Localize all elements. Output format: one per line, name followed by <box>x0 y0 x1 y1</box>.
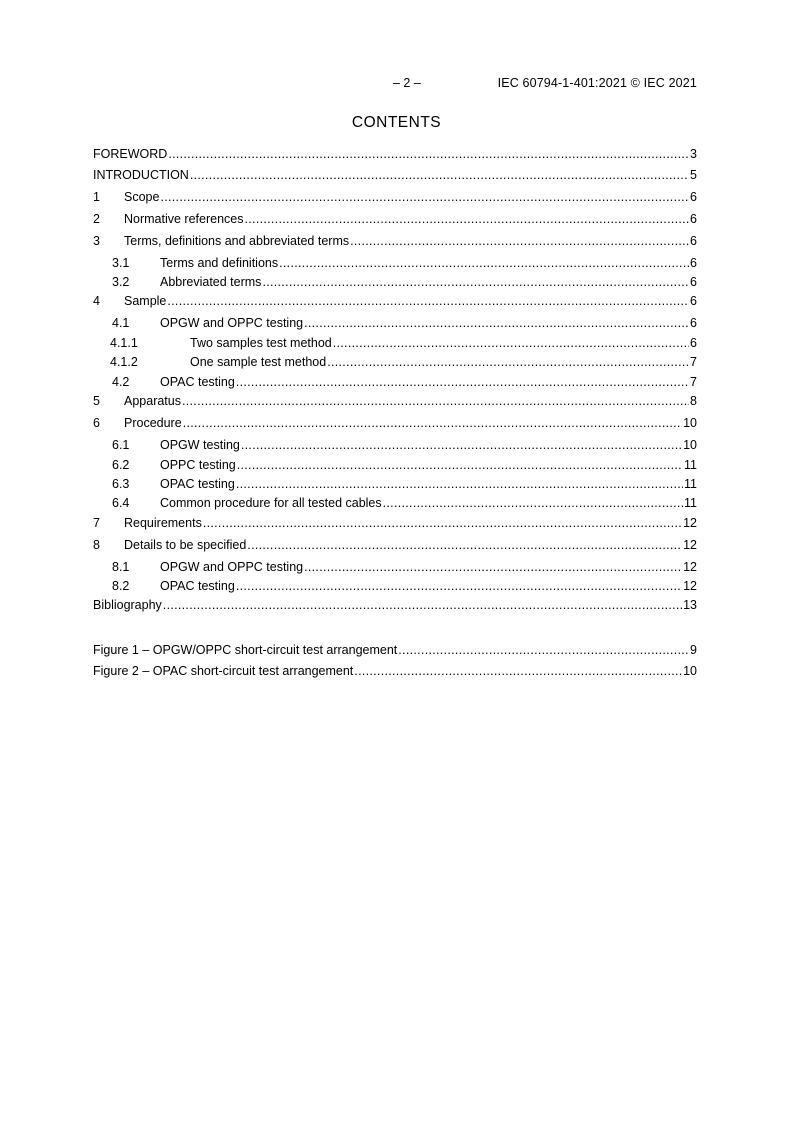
dot-leader <box>236 476 683 492</box>
toc-entry-number: 8.2 <box>112 579 130 593</box>
toc-entry-page: 6 <box>690 316 697 330</box>
toc-entry-page: 11 <box>684 458 697 472</box>
toc-entry-title: OPGW and OPPC testing <box>160 316 304 330</box>
toc-entry-normative-references[interactable] <box>93 211 697 227</box>
toc-entry-4-2[interactable] <box>112 374 697 390</box>
toc-entry-title: Sample <box>124 294 167 308</box>
dot-leader <box>279 255 689 271</box>
dot-leader <box>304 315 689 331</box>
toc-entry-page: 6 <box>690 234 697 248</box>
dot-leader <box>398 642 689 658</box>
toc-entry-sample[interactable] <box>93 293 697 309</box>
toc-entry-number: 8 <box>93 538 100 552</box>
toc-entry-4-1-1[interactable] <box>110 335 697 351</box>
toc-entry-number: 4.1 <box>112 316 130 330</box>
page-header <box>93 76 697 92</box>
toc-entry-number: 1 <box>93 190 100 204</box>
toc-entry-page: 8 <box>690 394 697 408</box>
figure-entry-title: Figure 2 – OPAC short-circuit test arrangement <box>93 664 354 678</box>
toc-entry-6-1[interactable] <box>112 437 697 453</box>
toc-entry-page: 12 <box>683 579 697 593</box>
toc-entry-number: 3 <box>93 234 100 248</box>
toc-entry-8-2[interactable] <box>112 578 697 594</box>
toc-entry-title: OPAC testing <box>160 579 235 593</box>
toc-entry-title: Two samples test method <box>190 336 332 350</box>
toc-entry-page: 12 <box>683 560 697 574</box>
dot-leader <box>183 415 682 431</box>
toc-entry-title: FOREWORD <box>93 147 168 161</box>
toc-entry-page: 11 <box>684 477 697 491</box>
toc-entry-foreword[interactable] <box>93 146 697 162</box>
figure-entry-1[interactable] <box>93 642 697 658</box>
toc-entry-title: Details to be specified <box>124 538 247 552</box>
dot-leader <box>383 495 683 511</box>
toc-entry-title: INTRODUCTION <box>93 168 189 182</box>
toc-entry-page: 7 <box>690 355 697 369</box>
toc-entry-title: Common procedure for all tested cables <box>160 496 382 510</box>
toc-entry-title: Requirements <box>124 516 202 530</box>
figure-entry-2[interactable] <box>93 663 697 679</box>
toc-entry-title: Terms, definitions and abbreviated terms <box>124 234 350 248</box>
toc-entry-page: 11 <box>684 496 697 510</box>
toc-entry-number: 6.2 <box>112 458 130 472</box>
toc-entry-scope[interactable] <box>93 189 697 205</box>
toc-entry-number: 6.1 <box>112 438 130 452</box>
dot-leader <box>245 211 690 227</box>
toc-entry-page: 5 <box>690 168 697 182</box>
toc-entry-page: 6 <box>690 294 697 308</box>
toc-entry-number: 6 <box>93 416 100 430</box>
toc-entry-3-2[interactable] <box>112 274 697 290</box>
toc-entry-page: 13 <box>683 598 697 612</box>
toc-entry-details[interactable] <box>93 537 697 553</box>
toc-entry-title: Terms and definitions <box>160 256 279 270</box>
toc-entry-page: 12 <box>683 538 697 552</box>
dot-leader <box>160 189 689 205</box>
toc-entry-number: 4.1.1 <box>110 336 138 350</box>
dot-leader <box>163 597 682 613</box>
dot-leader <box>236 374 689 390</box>
toc-entry-title: Abbreviated terms <box>160 275 262 289</box>
toc-entry-number: 8.1 <box>112 560 130 574</box>
contents-title: CONTENTS <box>351 114 442 131</box>
toc-entry-page: 6 <box>690 190 697 204</box>
toc-entry-number: 4.1.2 <box>110 355 138 369</box>
toc-entry-procedure[interactable] <box>93 415 697 431</box>
toc-entry-apparatus[interactable] <box>93 393 697 409</box>
toc-entry-title: Apparatus <box>124 394 181 408</box>
dot-leader <box>350 233 689 249</box>
toc-entry-number: 2 <box>93 212 100 226</box>
toc-entry-page: 10 <box>683 416 697 430</box>
toc-entry-title: OPAC testing <box>160 375 235 389</box>
toc-entry-4-1[interactable] <box>112 315 697 331</box>
figure-entry-title: Figure 1 – OPGW/OPPC short-circuit test arrangement <box>93 643 398 657</box>
figure-entry-page: 9 <box>690 643 697 657</box>
toc-entry-number: 6.4 <box>112 496 130 510</box>
dot-leader <box>241 437 682 453</box>
toc-entry-number: 7 <box>93 516 100 530</box>
toc-entry-6-3[interactable] <box>112 476 697 492</box>
document-id: IEC 60794-1-401:2021 © IEC 2021 <box>497 76 697 90</box>
toc-entry-4-1-2[interactable] <box>110 354 697 370</box>
figure-entry-page: 10 <box>683 664 697 678</box>
dot-leader <box>304 559 682 575</box>
dot-leader <box>190 167 689 183</box>
toc-entry-number: 4 <box>93 294 100 308</box>
dot-leader <box>333 335 689 351</box>
toc-entry-page: 12 <box>683 516 697 530</box>
toc-entry-page: 6 <box>690 212 697 226</box>
dot-leader <box>354 663 682 679</box>
toc-entry-terms-definitions[interactable] <box>93 233 697 249</box>
dot-leader <box>167 293 689 309</box>
toc-entry-number: 5 <box>93 394 100 408</box>
dot-leader <box>236 578 682 594</box>
page-number: – 2 – <box>393 76 421 90</box>
toc-entry-page: 10 <box>683 438 697 452</box>
toc-entry-8-1[interactable] <box>112 559 697 575</box>
toc-entry-6-4[interactable] <box>112 495 697 511</box>
toc-entry-page: 6 <box>690 256 697 270</box>
toc-entry-number: 4.2 <box>112 375 130 389</box>
dot-leader <box>262 274 689 290</box>
toc-entry-number: 3.2 <box>112 275 130 289</box>
dot-leader <box>182 393 689 409</box>
toc-entry-title: One sample test method <box>190 355 327 369</box>
dot-leader <box>203 515 682 531</box>
toc-entry-title: Procedure <box>124 416 182 430</box>
toc-entry-title: OPGW and OPPC testing <box>160 560 304 574</box>
toc-entry-page: 7 <box>690 375 697 389</box>
toc-entry-title: OPPC testing <box>160 458 236 472</box>
toc-entry-page: 3 <box>690 147 697 161</box>
toc-entry-title: OPAC testing <box>160 477 235 491</box>
toc-entry-title: Bibliography <box>93 598 162 612</box>
toc-entry-introduction[interactable] <box>93 167 697 183</box>
toc-entry-bibliography[interactable] <box>93 597 697 613</box>
toc-entry-number: 3.1 <box>112 256 130 270</box>
dot-leader <box>168 146 689 162</box>
toc-entry-requirements[interactable] <box>93 515 697 531</box>
toc-entry-3-1[interactable] <box>112 255 697 271</box>
toc-entry-page: 6 <box>690 336 697 350</box>
dot-leader <box>237 457 683 473</box>
toc-entry-page: 6 <box>690 275 697 289</box>
toc-entry-title: OPGW testing <box>160 438 240 452</box>
toc-entry-title: Normative references <box>124 212 244 226</box>
toc-entry-title: Scope <box>124 190 160 204</box>
toc-entry-number: 6.3 <box>112 477 130 491</box>
toc-entry-6-2[interactable] <box>112 457 697 473</box>
dot-leader <box>327 354 689 370</box>
dot-leader <box>247 537 682 553</box>
